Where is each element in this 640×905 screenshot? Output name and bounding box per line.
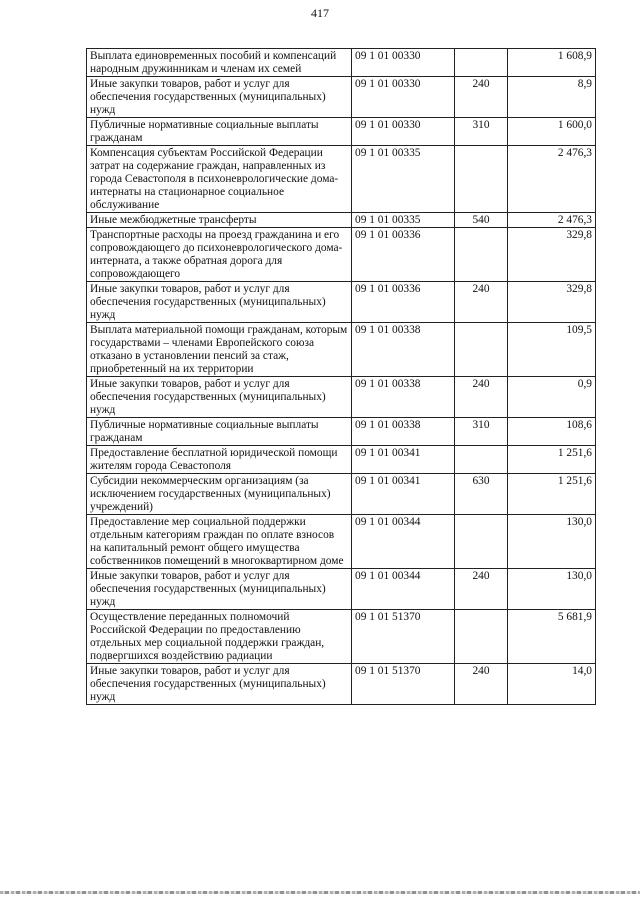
row-name-cell: Предоставление мер социальной поддержки отдельным категориям граждан по оплате взносов на капитальный ремонт общего имущества собственников помещений в многоквартирном доме (87, 515, 352, 569)
row-amount-cell: 329,8 (508, 282, 596, 323)
row-expense-type-cell: 310 (455, 418, 508, 446)
row-name-cell: Выплата материальной помощи гражданам, которым государствами – членами Европейского союза отказано в установлении пенсий за стаж, приобретенный на их территории (87, 323, 352, 377)
table-row (87, 446, 596, 474)
row-name-cell: Иные закупки товаров, работ и услуг для обеспечения государственных (муниципальных) нужд (87, 569, 352, 610)
page-number: 417 (311, 6, 329, 20)
row-code-cell: 09 1 01 51370 (352, 664, 455, 705)
row-expense-type-cell: 240 (455, 377, 508, 418)
table-row (87, 118, 596, 146)
row-amount-cell: 2 476,3 (508, 213, 596, 228)
row-amount-cell: 0,9 (508, 377, 596, 418)
row-code-cell: 09 1 01 00335 (352, 213, 455, 228)
row-amount-cell: 1 600,0 (508, 118, 596, 146)
table-row (87, 49, 596, 77)
row-amount-cell: 1 251,6 (508, 474, 596, 515)
table-row (87, 569, 596, 610)
table-row (87, 377, 596, 418)
table-body (87, 49, 596, 705)
row-expense-type-cell (455, 446, 508, 474)
row-code-cell: 09 1 01 00338 (352, 323, 455, 377)
row-name-cell: Транспортные расходы на проезд гражданина и его сопровождающего до психоневрологического дома-интерната, а также обратная дорога для сопровождающего (87, 228, 352, 282)
row-code-cell: 09 1 01 00330 (352, 49, 455, 77)
row-expense-type-cell: 310 (455, 118, 508, 146)
row-name-cell: Иные закупки товаров, работ и услуг для обеспечения государственных (муниципальных) нужд (87, 282, 352, 323)
row-expense-type-cell: 240 (455, 664, 508, 705)
table-row (87, 610, 596, 664)
row-name-cell: Публичные нормативные социальные выплаты гражданам (87, 418, 352, 446)
row-code-cell: 09 1 01 00330 (352, 77, 455, 118)
row-name-cell: Предоставление бесплатной юридической помощи жителям города Севастополя (87, 446, 352, 474)
table-row (87, 77, 596, 118)
row-expense-type-cell: 630 (455, 474, 508, 515)
row-expense-type-cell: 240 (455, 282, 508, 323)
row-expense-type-cell (455, 610, 508, 664)
row-code-cell: 09 1 01 00336 (352, 228, 455, 282)
row-name-cell: Выплата единовременных пособий и компенсаций народным дружинникам и членам их семей (87, 49, 352, 77)
row-code-cell: 09 1 01 00338 (352, 377, 455, 418)
table-row (87, 418, 596, 446)
row-code-cell: 09 1 01 00341 (352, 474, 455, 515)
table-row (87, 282, 596, 323)
row-code-cell: 09 1 01 51370 (352, 610, 455, 664)
row-code-cell: 09 1 01 00330 (352, 118, 455, 146)
row-name-cell: Субсидии некоммерческим организациям (за исключением государственных (муниципальных) учреждений) (87, 474, 352, 515)
scan-edge-artifact (0, 891, 640, 894)
row-amount-cell: 14,0 (508, 664, 596, 705)
table-row (87, 664, 596, 705)
row-amount-cell: 329,8 (508, 228, 596, 282)
row-code-cell: 09 1 01 00341 (352, 446, 455, 474)
row-expense-type-cell (455, 323, 508, 377)
row-expense-type-cell: 240 (455, 77, 508, 118)
row-expense-type-cell (455, 228, 508, 282)
row-name-cell: Иные закупки товаров, работ и услуг для обеспечения государственных (муниципальных) нужд (87, 77, 352, 118)
table-row (87, 474, 596, 515)
row-code-cell: 09 1 01 00338 (352, 418, 455, 446)
row-amount-cell: 2 476,3 (508, 146, 596, 213)
row-expense-type-cell (455, 146, 508, 213)
row-name-cell: Публичные нормативные социальные выплаты гражданам (87, 118, 352, 146)
row-expense-type-cell (455, 515, 508, 569)
row-code-cell: 09 1 01 00344 (352, 515, 455, 569)
row-code-cell: 09 1 01 00336 (352, 282, 455, 323)
row-amount-cell: 8,9 (508, 77, 596, 118)
row-code-cell: 09 1 01 00344 (352, 569, 455, 610)
row-name-cell: Иные межбюджетные трансферты (87, 213, 352, 228)
row-name-cell: Компенсация субъектам Российской Федерации затрат на содержание граждан, направленных из города Севастополя в психоневрологические дома-интернаты на стационарное социальное обслуживание (87, 146, 352, 213)
row-amount-cell: 130,0 (508, 569, 596, 610)
row-expense-type-cell (455, 49, 508, 77)
row-expense-type-cell: 540 (455, 213, 508, 228)
table-row (87, 213, 596, 228)
table-row (87, 146, 596, 213)
row-amount-cell: 5 681,9 (508, 610, 596, 664)
row-name-cell: Иные закупки товаров, работ и услуг для обеспечения государственных (муниципальных) нужд (87, 377, 352, 418)
row-amount-cell: 108,6 (508, 418, 596, 446)
row-code-cell: 09 1 01 00335 (352, 146, 455, 213)
row-name-cell: Иные закупки товаров, работ и услуг для обеспечения государственных (муниципальных) нужд (87, 664, 352, 705)
table-row (87, 323, 596, 377)
row-expense-type-cell: 240 (455, 569, 508, 610)
table-row (87, 515, 596, 569)
budget-table (86, 48, 596, 705)
row-amount-cell: 1 251,6 (508, 446, 596, 474)
row-amount-cell: 109,5 (508, 323, 596, 377)
row-amount-cell: 1 608,9 (508, 49, 596, 77)
row-name-cell: Осуществление переданных полномочий Российской Федерации по предоставлению отдельных мер социальной поддержки граждан, подвергшихся воздействию радиации (87, 610, 352, 664)
row-amount-cell: 130,0 (508, 515, 596, 569)
table-row (87, 228, 596, 282)
